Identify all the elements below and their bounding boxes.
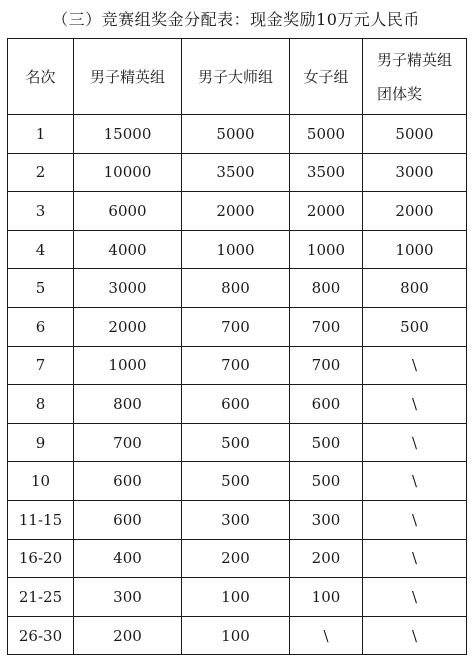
men-elite-cell: 700 [74, 423, 182, 462]
table-row [8, 153, 467, 192]
team-award-cell: \ [363, 423, 467, 462]
men-elite-cell: 600 [74, 462, 182, 501]
men-elite-cell: 200 [74, 616, 182, 655]
rank-cell: 9 [8, 423, 74, 462]
women-cell: 500 [290, 423, 363, 462]
table-row [8, 115, 467, 154]
rank-cell: 10 [8, 462, 74, 501]
men-master-cell: 700 [182, 307, 290, 346]
header-men-elite: 男子精英组 [74, 39, 182, 115]
header-women: 女子组 [290, 39, 363, 115]
rank-cell: 4 [8, 230, 74, 269]
table-row [8, 500, 467, 539]
team-award-cell: \ [363, 578, 467, 617]
men-elite-cell: 4000 [74, 230, 182, 269]
men-elite-cell: 10000 [74, 153, 182, 192]
men-master-cell: 200 [182, 539, 290, 578]
men-elite-cell: 6000 [74, 192, 182, 231]
men-master-cell: 100 [182, 578, 290, 617]
women-cell: 700 [290, 346, 363, 385]
header-team-award-text [377, 43, 452, 111]
table-body [8, 115, 467, 655]
men-elite-cell: 300 [74, 578, 182, 617]
prize-table [7, 38, 467, 655]
team-award-cell: \ [363, 539, 467, 578]
men-master-cell: 800 [182, 269, 290, 308]
men-elite-cell: 600 [74, 500, 182, 539]
header-team-award [363, 39, 467, 115]
rank-cell: 6 [8, 307, 74, 346]
page-title: （三）竞赛组奖金分配表：现金奖励10万元人民币 [52, 10, 420, 29]
rank-cell: 1 [8, 115, 74, 154]
table-row [8, 539, 467, 578]
table-row [8, 462, 467, 501]
men-elite-cell: 15000 [74, 115, 182, 154]
men-master-cell: 1000 [182, 230, 290, 269]
rank-cell: 11-15 [8, 500, 74, 539]
table-row [8, 269, 467, 308]
header-team-award-line2: 团体奖 [376, 84, 422, 103]
team-award-cell: \ [363, 346, 467, 385]
women-cell: 600 [290, 385, 363, 424]
table-header-row [8, 39, 467, 115]
women-cell: 300 [290, 500, 363, 539]
team-award-cell: \ [363, 500, 467, 539]
women-cell: \ [290, 616, 363, 655]
table-row [8, 192, 467, 231]
women-cell: 800 [290, 269, 363, 308]
men-master-cell: 300 [182, 500, 290, 539]
women-cell: 200 [290, 539, 363, 578]
women-cell: 100 [290, 578, 363, 617]
table-row [8, 230, 467, 269]
men-master-cell: 500 [182, 423, 290, 462]
men-master-cell: 100 [182, 616, 290, 655]
rank-cell: 2 [8, 153, 74, 192]
team-award-cell: 1000 [363, 230, 467, 269]
rank-cell: 26-30 [8, 616, 74, 655]
team-award-cell: 3000 [363, 153, 467, 192]
men-master-cell: 600 [182, 385, 290, 424]
table-row [8, 578, 467, 617]
women-cell: 3500 [290, 153, 363, 192]
table-row [8, 616, 467, 655]
men-master-cell: 500 [182, 462, 290, 501]
table-row [8, 346, 467, 385]
rank-cell: 16-20 [8, 539, 74, 578]
women-cell: 700 [290, 307, 363, 346]
rank-cell: 21-25 [8, 578, 74, 617]
rank-cell: 8 [8, 385, 74, 424]
header-team-award-line1: 男子精英组 [376, 50, 452, 69]
women-cell: 5000 [290, 115, 363, 154]
header-men-master: 男子大师组 [182, 39, 290, 115]
men-elite-cell: 1000 [74, 346, 182, 385]
team-award-cell: \ [363, 385, 467, 424]
team-award-cell: \ [363, 462, 467, 501]
men-master-cell: 700 [182, 346, 290, 385]
team-award-cell: \ [363, 616, 467, 655]
men-elite-cell: 800 [74, 385, 182, 424]
team-award-cell: 2000 [363, 192, 467, 231]
team-award-cell: 5000 [363, 115, 467, 154]
table-row [8, 385, 467, 424]
women-cell: 1000 [290, 230, 363, 269]
rank-cell: 5 [8, 269, 74, 308]
men-elite-cell: 2000 [74, 307, 182, 346]
header-rank: 名次 [8, 39, 74, 115]
table-row [8, 307, 467, 346]
men-master-cell: 2000 [182, 192, 290, 231]
men-master-cell: 5000 [182, 115, 290, 154]
team-award-cell: 500 [363, 307, 467, 346]
women-cell: 2000 [290, 192, 363, 231]
rank-cell: 7 [8, 346, 74, 385]
rank-cell: 3 [8, 192, 74, 231]
men-elite-cell: 400 [74, 539, 182, 578]
men-master-cell: 3500 [182, 153, 290, 192]
table-row [8, 423, 467, 462]
women-cell: 500 [290, 462, 363, 501]
team-award-cell: 800 [363, 269, 467, 308]
men-elite-cell: 3000 [74, 269, 182, 308]
